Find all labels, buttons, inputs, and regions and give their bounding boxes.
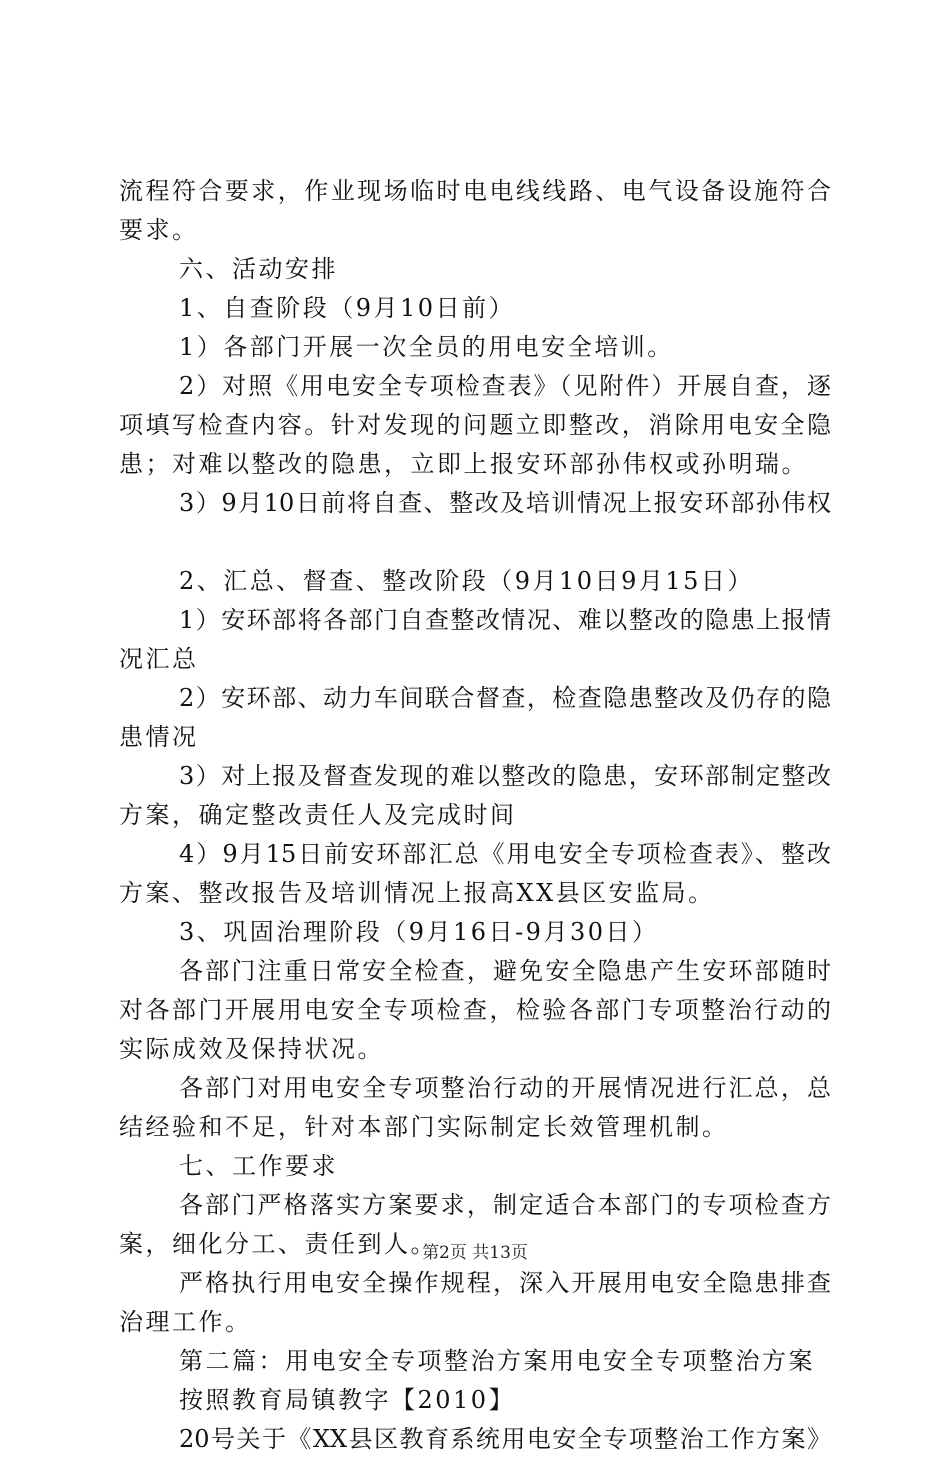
text-line: 3）对上报及督查发现的难以整改的隐患，安环部制定整改	[179, 762, 831, 790]
text-line: 各部门注重日常安全检查，避免安全隐患产生安环部随时	[179, 957, 831, 985]
text-line: 方案，确定整改责任人及完成时间	[119, 801, 517, 829]
text-line: 七、工作要求	[179, 1152, 338, 1180]
text-line: 2）安环部、动力车间联合督查，检查隐患整改及仍存的隐	[179, 684, 831, 712]
text-line: 3）9月10日前将自查、整改及培训情况上报安环部孙伟权	[179, 489, 831, 517]
text-line: 结经验和不足，针对本部门实际制定长效管理机制。	[119, 1113, 729, 1141]
text-line: 患；对难以整改的隐患，立即上报安环部孙伟权或孙明瑞。	[119, 450, 808, 478]
text-line: 治理工作。	[119, 1308, 252, 1336]
text-line: 严格执行用电安全操作规程，深入开展用电安全隐患排查	[179, 1269, 831, 1297]
text-line: 3、巩固治理阶段（9月16日-9月30日）	[179, 918, 659, 946]
text-line: 要求。	[119, 216, 199, 244]
text-line: 按照教育局镇教字【2010】	[179, 1386, 516, 1414]
text-line: 20号关于《XX县区教育系统用电安全专项整治工作方案》	[179, 1425, 831, 1453]
text-line: 方案、整改报告及培训情况上报高XX县区安监局。	[119, 879, 715, 907]
text-line: 案，细化分工、责任到人。	[119, 1230, 437, 1258]
text-line: 2）对照《用电安全专项检查表》（见附件）开展自查，逐	[179, 372, 831, 400]
text-line: 六、活动安排	[179, 255, 338, 283]
text-line: 项填写检查内容。针对发现的问题立即整改，消除用电安全隐	[119, 411, 831, 439]
page-footer: 第2页 共13页	[422, 1243, 528, 1263]
text-line: 实际成效及保持状况。	[119, 1035, 384, 1063]
text-line: 对各部门开展用电安全专项检查，检验各部门专项整治行动的	[119, 996, 831, 1024]
text-line: 第二篇：用电安全专项整治方案用电安全专项整治方案	[179, 1347, 815, 1375]
text-line: 各部门严格落实方案要求，制定适合本部门的专项检查方	[179, 1191, 831, 1219]
text-line: 况汇总	[119, 645, 199, 673]
text-line: 2、汇总、督查、整改阶段（9月10日9月15日）	[179, 567, 754, 595]
text-line: 1、自查阶段（9月10日前）	[179, 294, 516, 322]
text-line: 患情况	[119, 723, 199, 751]
text-line: 4）9月15日前安环部汇总《用电安全专项检查表》、整改	[179, 840, 831, 868]
blank-line	[119, 523, 831, 562]
document-body	[119, 172, 831, 1459]
text-line: 流程符合要求，作业现场临时电电线线路、电气设备设施符合	[119, 177, 831, 205]
text-line: 1）安环部将各部门自查整改情况、难以整改的隐患上报情	[179, 606, 831, 634]
text-line: 各部门对用电安全专项整治行动的开展情况进行汇总，总	[179, 1074, 831, 1102]
text-line: 1）各部门开展一次全员的用电安全培训。	[179, 333, 674, 361]
